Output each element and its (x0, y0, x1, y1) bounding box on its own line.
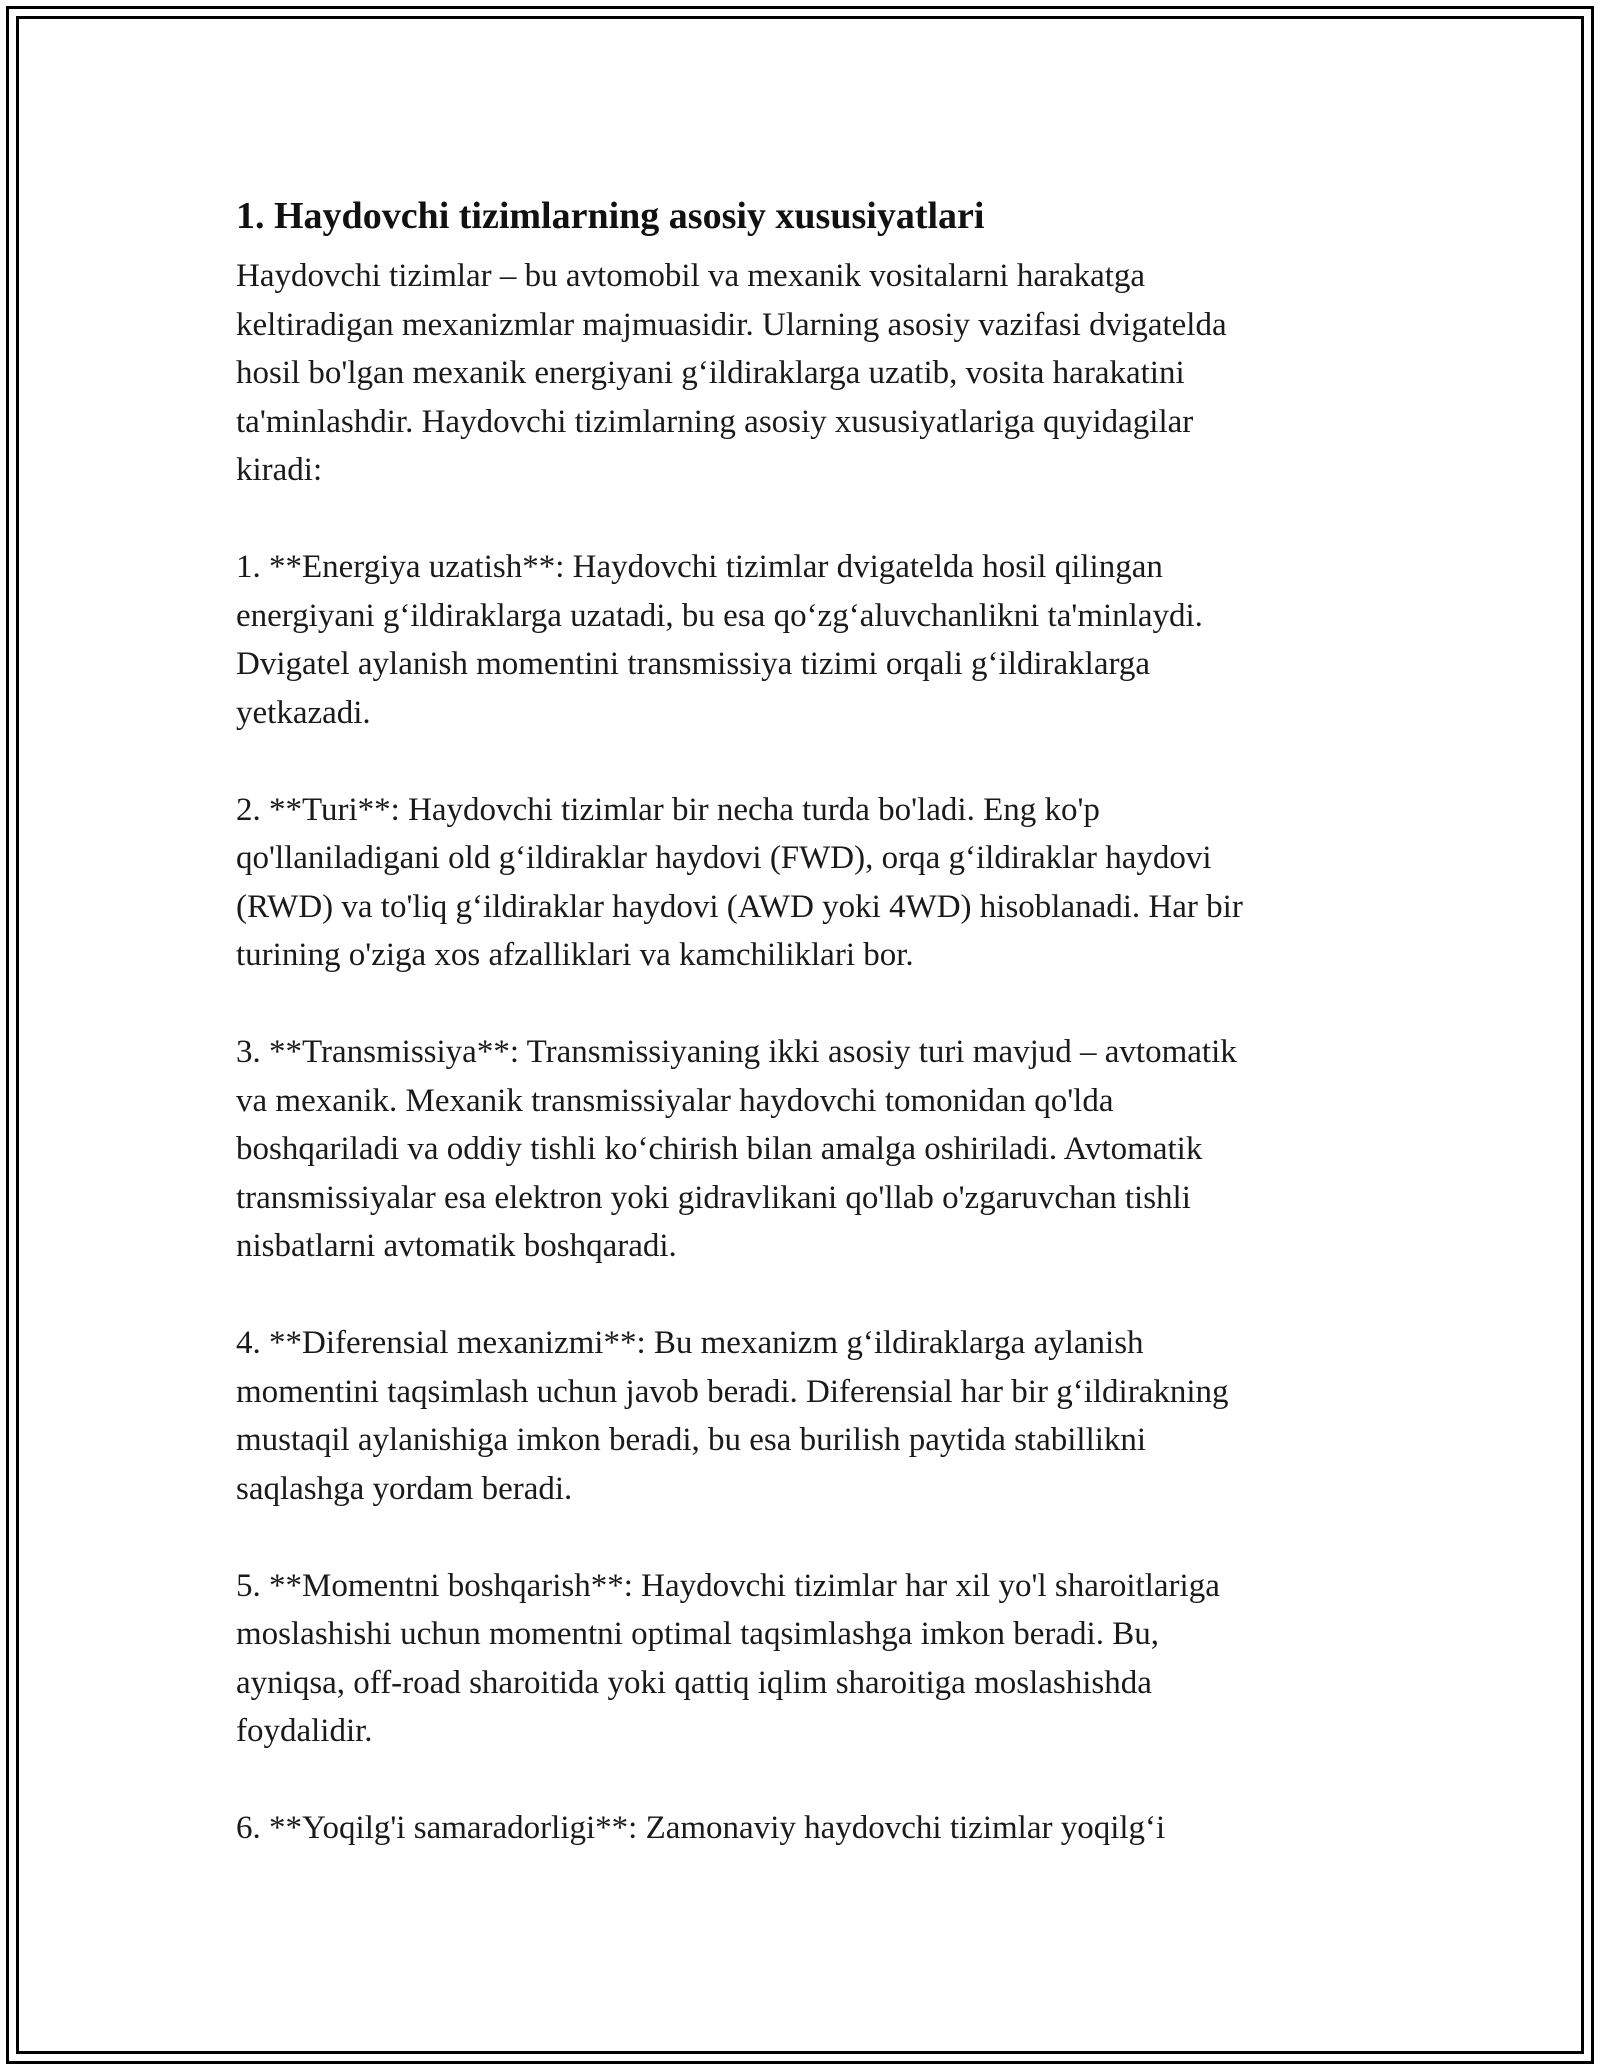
paragraph-line: boshqariladi va oddiy tishli ko‘chirish bilan amalga oshiriladi. Avtomatik (236, 1131, 1203, 1167)
paragraph-line: ayniqsa, off-road sharoitida yoki qattiq iqlim sharoitiga moslashishda (236, 1664, 1152, 1701)
intro-paragraph (236, 252, 1366, 495)
paragraph-line: yetkazadi. (236, 694, 371, 731)
paragraph-line: kiradi: (236, 452, 323, 488)
paragraph-line: 6. **Yoqilg'i samaradorligi**: Zamonaviy haydovchi tizimlar yoqilg‘i (236, 1810, 1166, 1846)
paragraph-line: keltiradigan mexanizmlar majmuasidir. Ularning asosiy vazifasi dvigatelda (236, 306, 1227, 343)
paragraph-line: 5. **Momentni boshqarish**: Haydovchi tizimlar har xil yo'l sharoitlariga (236, 1567, 1220, 1604)
paragraph-line: va mexanik. Mexanik transmissiyalar haydovchi tomonidan qo'lda (236, 1082, 1114, 1119)
section-heading: 1. Haydovchi tizimlarning asosiy xususiyatlari (236, 195, 985, 237)
list-item-diferensial-mexanizmi (236, 1319, 1366, 1513)
paragraph-line: moslashishi uchun momentni optimal taqsimlashga imkon beradi. Bu, (236, 1616, 1159, 1652)
paragraph-line: 4. **Diferensial mexanizmi**: Bu mexanizm g‘ildiraklarga aylanish (236, 1325, 1144, 1361)
paragraph-line: 1. **Energiya uzatish**: Haydovchi tizimlar dvigatelda hosil qilingan (236, 549, 1163, 585)
paragraph-line: Haydovchi tizimlar – bu avtomobil va mexanik vositalarni harakatga (236, 258, 1146, 294)
paragraph-line: hosil bo'lgan mexanik energiyani g‘ildiraklarga uzatib, vosita harakatini (236, 355, 1185, 391)
list-item-turi (236, 786, 1366, 980)
paragraph-line: mustaqil aylanishiga imkon beradi, bu esa burilish paytida stabillikni (236, 1422, 1147, 1458)
paragraph-line: transmissiyalar esa elektron yoki gidravlikani qo'llab o'zgaruvchan tishli (236, 1179, 1191, 1216)
paragraph-line: 2. **Turi**: Haydovchi tizimlar bir necha turda bo'ladi. Eng ko'p (236, 791, 1100, 828)
paragraph-line: ta'minlashdir. Haydovchi tizimlarning asosiy xususiyatlariga quyidagilar (236, 403, 1194, 440)
paragraph-line: momentini taqsimlash uchun javob beradi. Diferensial har bir g‘ildirakning (236, 1373, 1229, 1410)
paragraph-line: turining o'ziga xos afzalliklari va kamchiliklari bor. (236, 937, 914, 973)
list-item-momentni-boshqarish (236, 1562, 1366, 1756)
paragraph-line: saqlashga yordam beradi. (236, 1470, 573, 1507)
list-item-energiya-uzatish (236, 543, 1366, 737)
paragraph-line: energiyani g‘ildiraklarga uzatadi, bu esa qo‘zg‘aluvchanlikni ta'minlaydi. (236, 597, 1203, 634)
document-body (236, 180, 1366, 1901)
paragraph-line: qo'llaniladigani old g‘ildiraklar haydovi (FWD), orqa g‘ildiraklar haydovi (236, 840, 1212, 876)
paragraph-line: foydalidir. (236, 1713, 373, 1749)
paragraph-line: (RWD) va to'liq g‘ildiraklar haydovi (AWD yoki 4WD) hisoblanadi. Har bir (236, 888, 1243, 925)
paragraph-line: Dvigatel aylanish momentini transmissiya tizimi orqali g‘ildiraklarga (236, 646, 1151, 682)
list-item-transmissiya (236, 1028, 1366, 1271)
paragraph-line: nisbatlarni avtomatik boshqaradi. (236, 1228, 677, 1264)
paragraph-line: 3. **Transmissiya**: Transmissiyaning ikki asosiy turi mavjud – avtomatik (236, 1034, 1237, 1070)
list-item-yoqilgi-samaradorligi (236, 1804, 1366, 1853)
